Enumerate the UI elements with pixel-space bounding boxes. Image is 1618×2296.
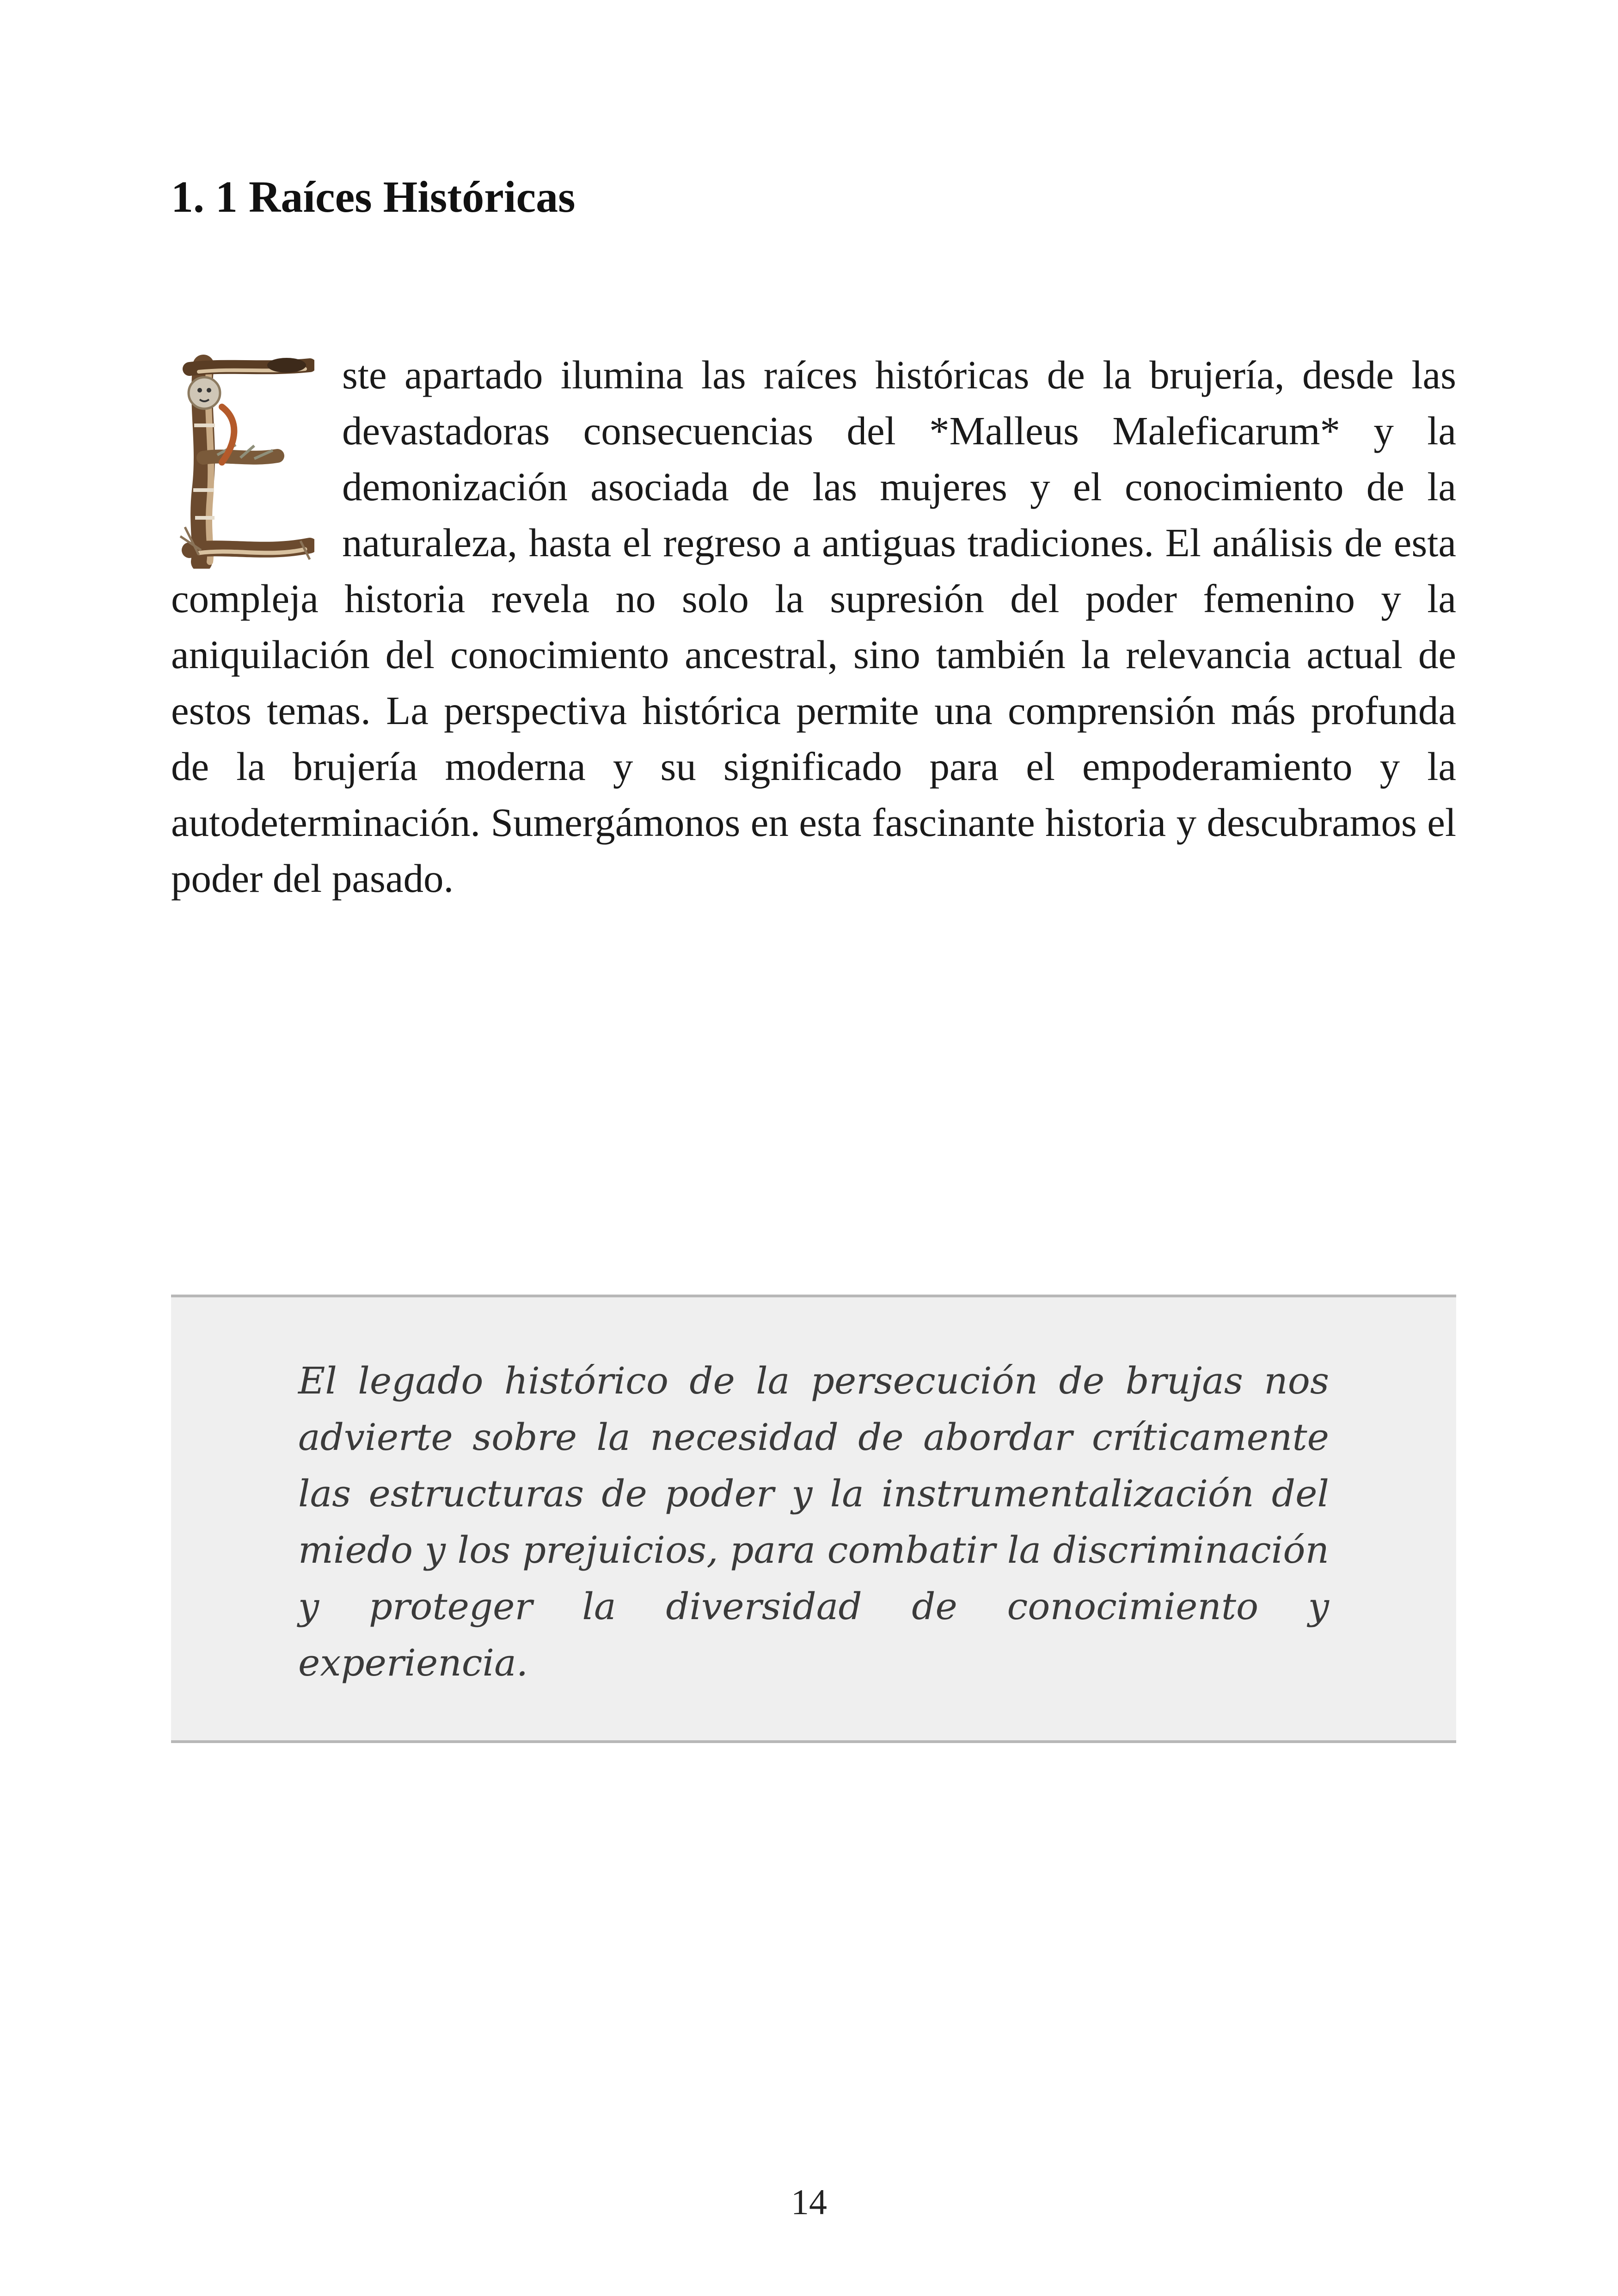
quote-callout [171,1295,1456,1743]
intro-text: ste apartado ilumina las raíces históricas de la brujería, desde las devastadoras consecuencias del *Malleus Maleficarum* y la demonización asociada de las mujeres y el conocimiento de la naturaleza, hasta el regreso a antiguas tradiciones. El análisis de esta compleja historia revela no solo la supresión del poder femenino y la aniquilación del conocimiento ancestral, sino también la relevancia actual de estos temas. La perspectiva histórica permite una comprensión más profunda de la brujería moderna y su significado para el empoderamiento y la autodeterminación. Sumergámonos en esta fascinante historia y descubramos el poder del pasado. [171,352,1456,901]
page-number: 14 [791,2182,827,2222]
intro-paragraph [171,347,1456,906]
section-heading: 1. 1 Raíces Históricas [171,172,576,221]
drop-cap-twig-e-icon [171,351,314,569]
callout-quote-text: El legado histórico de la persecución de brujas nos advierte sobre la necesidad de abordar críticamente las estructuras de poder y la instrumentalización del miedo y los prejuicios, para combatir la discriminación y proteger la diversidad de conocimiento y experiencia. [298,1359,1329,1684]
